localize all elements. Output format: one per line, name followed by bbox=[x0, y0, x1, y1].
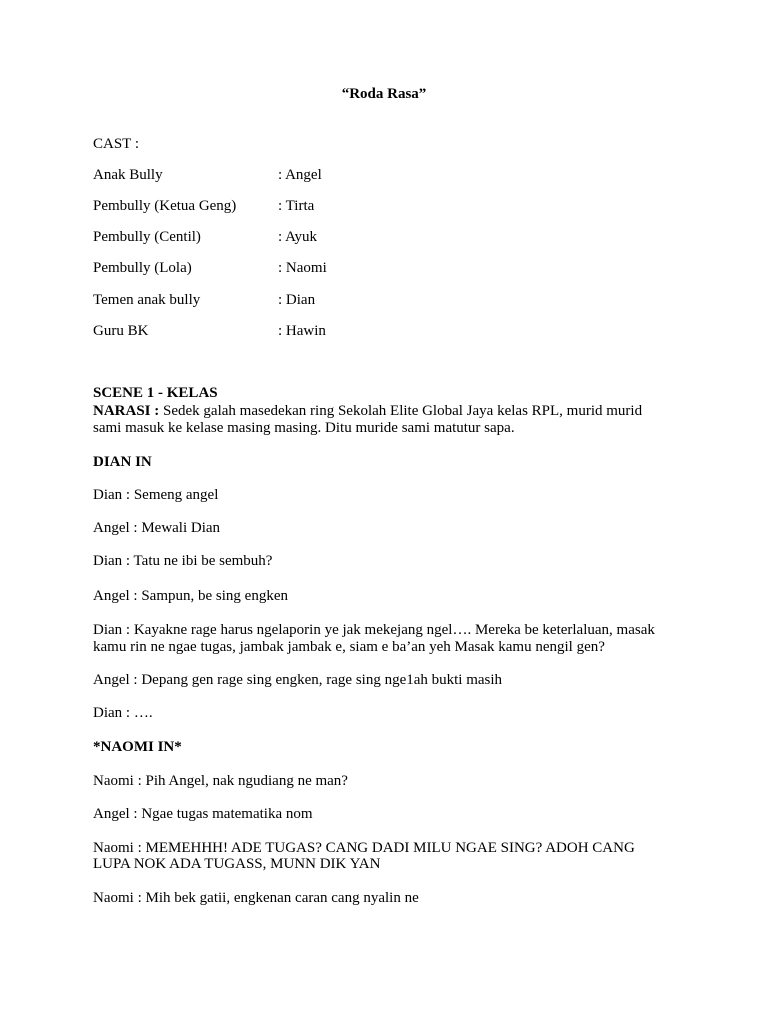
cast-role: Pembully (Ketua Geng) bbox=[93, 198, 237, 214]
cast-actor: : Hawin bbox=[278, 323, 326, 339]
cast-heading: CAST : bbox=[93, 136, 139, 152]
cast-role: Pembully (Centil) bbox=[93, 229, 201, 245]
dialogue-line: kamu rin ne ngae tugas, jambak jambak e, siam e ba’an yeh Masak kamu nengil gen? bbox=[93, 639, 605, 655]
dialogue-line: Naomi : Mih bek gatii, engkenan caran cang nyalin ne bbox=[93, 890, 419, 906]
dialogue-line: LUPA NOK ADA TUGASS, MUNN DIK YAN bbox=[93, 856, 381, 872]
cast-role: Guru BK bbox=[93, 323, 149, 339]
cast-actor: : Naomi bbox=[278, 260, 327, 276]
dialogue-line: Angel : Sampun, be sing engken bbox=[93, 588, 288, 604]
narasi-label: NARASI : bbox=[93, 403, 160, 419]
dialogue-line: Dian : Tatu ne ibi be sembuh? bbox=[93, 553, 273, 569]
dialogue-line: Naomi : MEMEHHH! ADE TUGAS? CANG DADI MILU NGAE SING? ADOH CANG bbox=[93, 840, 635, 856]
dialogue-line: Angel : Depang gen rage sing engken, rage sing nge1ah bukti masih bbox=[93, 672, 503, 688]
stage-direction-naomi-in: *NAOMI IN* bbox=[93, 739, 182, 755]
cast-role: Anak Bully bbox=[93, 167, 163, 183]
stage-direction-dian-in: DIAN IN bbox=[93, 454, 152, 470]
narasi-text: Sedek galah masedekan ring Sekolah Elite Global Jaya kelas RPL, murid murid bbox=[159, 403, 643, 419]
dialogue-line: Dian : …. bbox=[93, 705, 153, 721]
cast-actor: : Dian bbox=[278, 292, 316, 308]
scene-heading: SCENE 1 - KELAS bbox=[93, 385, 218, 401]
document-title: “Roda Rasa” bbox=[341, 86, 427, 102]
narasi-line-2: sami masuk ke kelase masing masing. Ditu muride sami matutur sapa. bbox=[93, 420, 515, 436]
cast-role: Pembully (Lola) bbox=[93, 260, 192, 276]
cast-actor: : Angel bbox=[278, 167, 322, 183]
dialogue-line: Naomi : Pih Angel, nak ngudiang ne man? bbox=[93, 773, 348, 789]
dialogue-line: Dian : Semeng angel bbox=[93, 487, 219, 503]
dialogue-line: Angel : Ngae tugas matematika nom bbox=[93, 806, 313, 822]
narasi-line-1 bbox=[93, 403, 693, 420]
cast-actor: : Ayuk bbox=[278, 229, 318, 245]
dialogue-line: Dian : Kayakne rage harus ngelaporin ye jak mekejang ngel…. Mereka be keterlaluan, masak bbox=[93, 622, 655, 638]
cast-actor: : Tirta bbox=[278, 198, 315, 214]
cast-role: Temen anak bully bbox=[93, 292, 201, 308]
dialogue-line: Angel : Mewali Dian bbox=[93, 520, 221, 536]
